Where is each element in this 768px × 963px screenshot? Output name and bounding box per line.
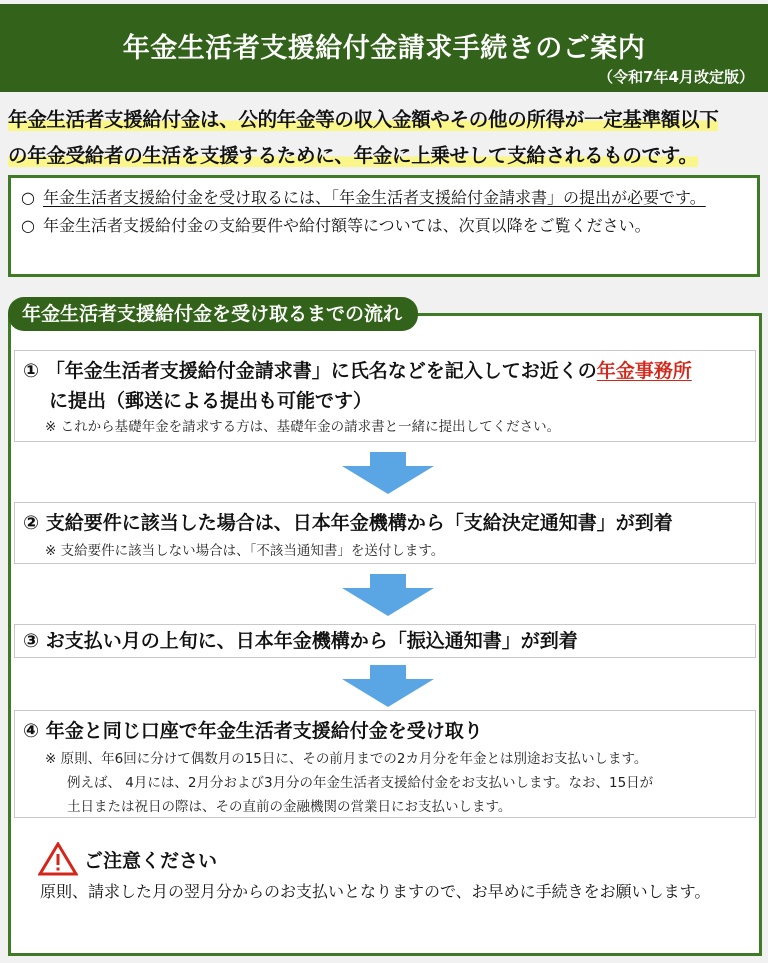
step-2-title-text: 支給要件に該当した場合は、日本年金機構から「支給決定通知書」が到着 — [45, 512, 673, 534]
step-1-note: ※ これから基礎年金を請求する方は、基礎年金の請求書と一緒に提出してください。 — [45, 419, 561, 435]
flow-section-title: 年金生活者支援給付金を受け取るまでの流れ — [8, 297, 418, 331]
lead-line-2: の年金受給者の生活を支援するために、年金に上乗せして支給されるものです。 — [8, 144, 698, 167]
step-number: ① — [23, 360, 40, 382]
pension-office-link[interactable]: 年金事務所 — [596, 360, 692, 382]
info-item — [21, 184, 747, 212]
step-1-title-cont: に提出（郵送による提出も可能です） — [49, 390, 373, 412]
page-title: 年金生活者支援給付金請求手続きのご案内 — [122, 33, 646, 64]
step-3-title-text: お支払い月の上旬に、日本年金機構から「振込通知書」が到着 — [45, 630, 578, 652]
circle-bullet-icon: ○ — [21, 216, 35, 235]
flow-step-2 — [14, 502, 756, 564]
caution-title: ご注意ください — [84, 849, 218, 872]
caution-text: 原則、請求した月の翌月分からのお支払いとなりますので、お早めに手続きをお願いします。 — [40, 882, 711, 901]
edition-label: （令和7年4月改定版） — [598, 68, 754, 86]
caution-heading — [38, 842, 217, 876]
flow-step-1 — [14, 350, 756, 442]
down-arrow-icon — [342, 574, 434, 616]
step-1-title-text: 「年金生活者支援給付金請求書」に氏名などを記入してお近くの — [45, 360, 597, 382]
lead-line-1: 年金生活者支援給付金は、公的年金等の収入金額やその他の所得が一定基準額以下 — [8, 108, 719, 131]
step-2-title — [23, 507, 747, 539]
down-arrow-icon — [342, 665, 434, 707]
step-number: ② — [23, 512, 40, 534]
flow-step-3 — [14, 624, 756, 658]
step-4-title-text: 年金と同じ口座で年金生活者支援給付金を受け取り — [45, 720, 483, 742]
step-4-title — [23, 715, 747, 747]
circle-bullet-icon: ○ — [21, 188, 35, 207]
info-text-required-form: 年金生活者支援給付金を受け取るには、「年金生活者支援給付金請求書」の提出が必要です。 — [43, 188, 706, 207]
step-number: ③ — [23, 630, 40, 652]
down-arrow-icon — [342, 452, 434, 494]
step-1-title — [23, 355, 747, 387]
step-4-note-1: ※ 原則、年6回に分けて偶数月の15日に、その前月までの2カ月分を年金とは別途お支払いします。 — [45, 751, 648, 767]
step-2-note: ※ 支給要件に該当しない場合は、「不該当通知書」を送付します。 — [45, 543, 445, 559]
lead-statement — [8, 102, 766, 174]
warning-triangle-icon — [38, 842, 78, 876]
info-item — [21, 212, 747, 240]
step-number: ④ — [23, 720, 40, 742]
flow-step-4 — [14, 710, 756, 818]
info-text-see-next-page: 年金生活者支援給付金の支給要件や給付額等については、次頁以降をご覧ください。 — [43, 216, 651, 235]
title-banner — [0, 4, 768, 92]
step-4-note-2: 例えば、 4月には、2月分および3月分の年金生活者支援給付金をお支払いします。なお、15日が — [67, 775, 654, 791]
step-3-title — [23, 625, 747, 657]
step-4-note-3: 土日または祝日の際は、その直前の金融機関の営業日にお支払いします。 — [67, 799, 512, 815]
info-box — [8, 175, 760, 277]
